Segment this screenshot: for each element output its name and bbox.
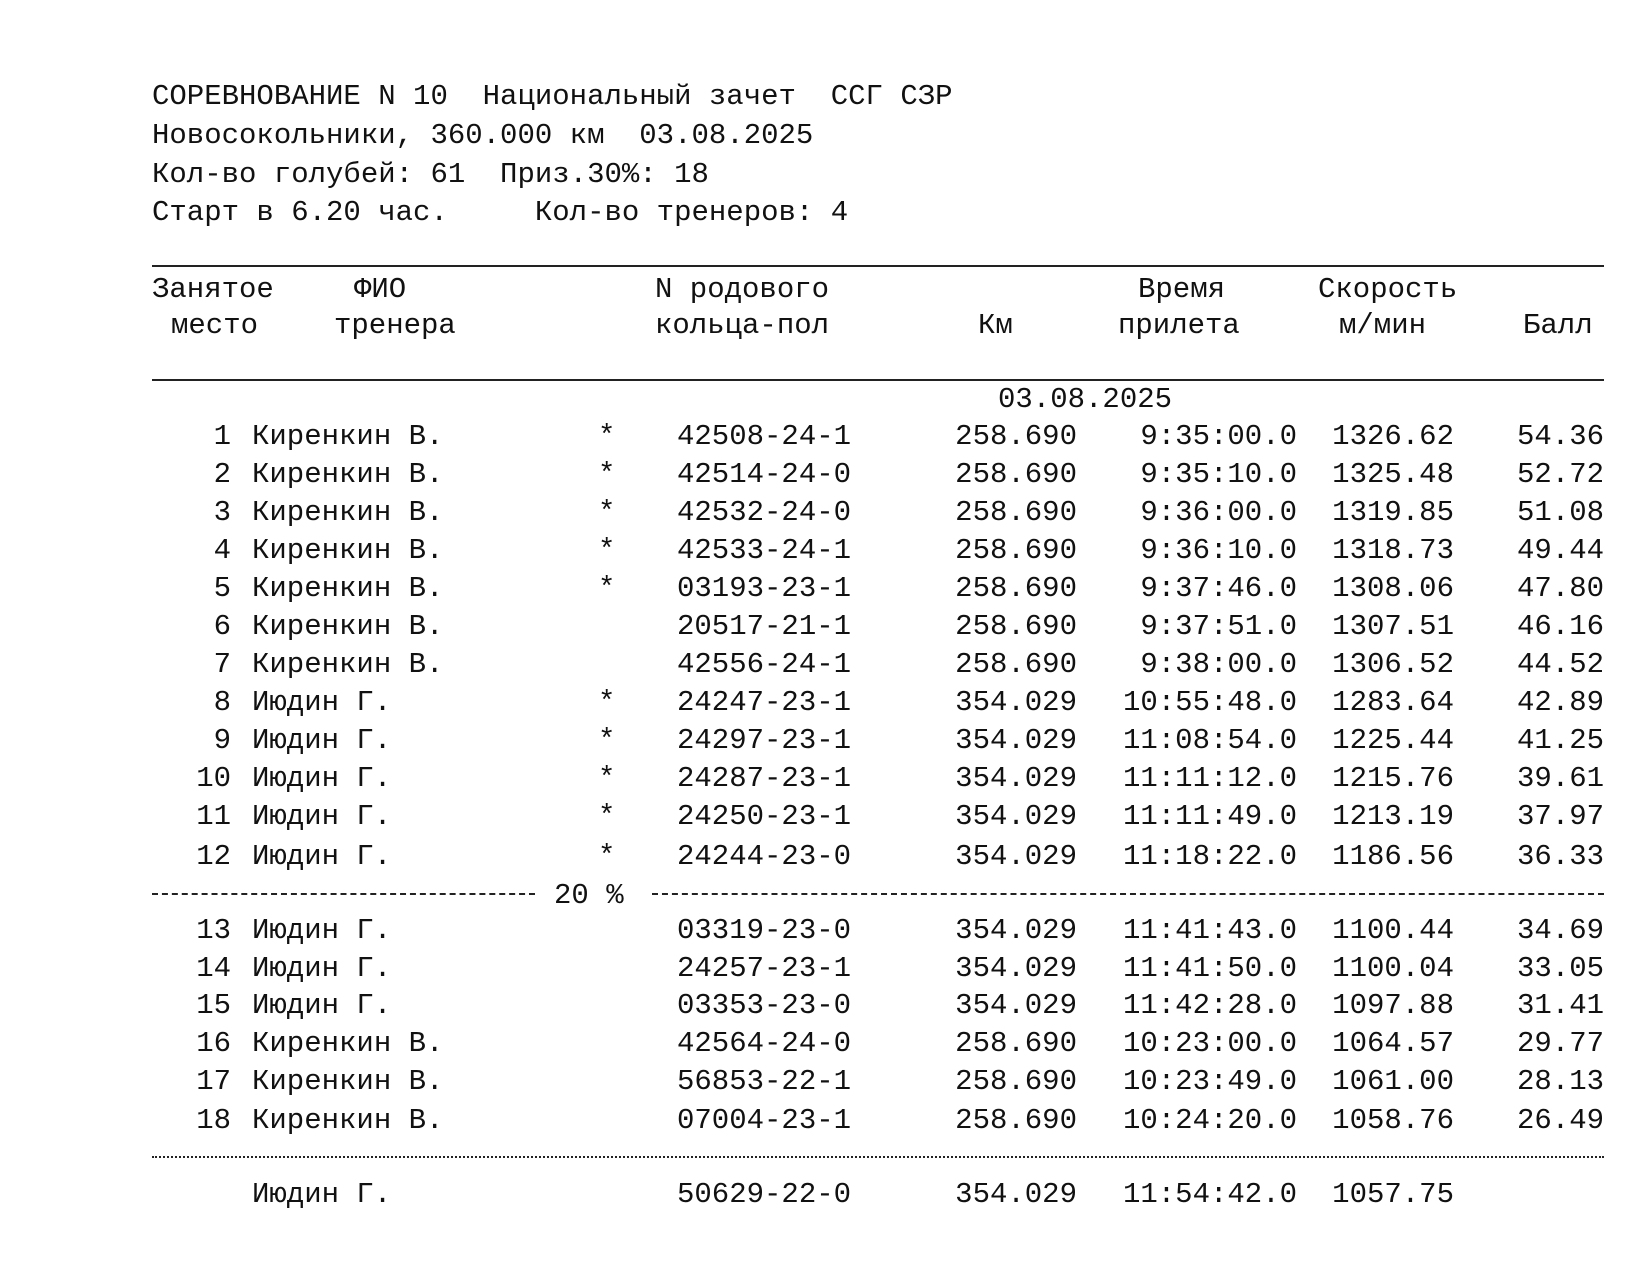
col-ring-label-1: N родового — [655, 273, 830, 306]
name-cell: Киренкин В. — [252, 1104, 444, 1137]
time-cell: 10:55:48.0 — [1122, 686, 1297, 719]
table-row — [0, 498, 1638, 534]
table-row — [0, 1029, 1638, 1065]
place-cell: 4 — [213, 534, 231, 567]
speed-cell: 1319.85 — [1332, 496, 1454, 529]
col-time-label-1: Время — [1138, 273, 1226, 306]
col-name-label-1: ФИО — [354, 273, 407, 306]
score-cell: 47.80 — [1516, 572, 1604, 605]
time-cell: 9:35:10.0 — [1140, 458, 1297, 491]
ring-cell: 42508-24-1 — [677, 420, 852, 453]
name-cell: Киренкин В. — [252, 420, 444, 453]
speed-cell: 1186.56 — [1332, 840, 1454, 873]
table-row — [0, 422, 1638, 458]
name-cell: Июдин Г. — [252, 686, 392, 719]
name-cell: Киренкин В. — [252, 496, 444, 529]
table-row — [0, 612, 1638, 648]
table-row — [0, 916, 1638, 952]
table-row — [0, 1180, 1638, 1216]
time-cell: 11:18:22.0 — [1122, 840, 1297, 873]
score-cell: 46.16 — [1516, 610, 1604, 643]
ring-cell: 24247-23-1 — [677, 686, 852, 719]
speed-cell: 1061.00 — [1332, 1065, 1454, 1098]
ring-cell: 56853-22-1 — [677, 1065, 852, 1098]
table-row — [0, 460, 1638, 496]
score-cell: 54.36 — [1516, 420, 1604, 453]
table-row — [0, 536, 1638, 572]
ring-cell: 24244-23-0 — [677, 840, 852, 873]
name-cell: Июдин Г. — [252, 952, 392, 985]
km-cell: 258.690 — [955, 534, 1077, 567]
speed-cell: 1318.73 — [1332, 534, 1454, 567]
separator-dash-left — [152, 893, 535, 895]
score-cell: 37.97 — [1516, 800, 1604, 833]
separator-dash-right — [652, 893, 1604, 895]
name-cell: Июдин Г. — [252, 989, 392, 1022]
name-cell: Киренкин В. — [252, 458, 444, 491]
km-cell: 354.029 — [955, 800, 1077, 833]
name-cell: Июдин Г. — [252, 914, 392, 947]
speed-cell: 1058.76 — [1332, 1104, 1454, 1137]
score-cell: 52.72 — [1516, 458, 1604, 491]
ring-cell: 24250-23-1 — [677, 800, 852, 833]
name-cell: Киренкин В. — [252, 1065, 444, 1098]
ring-cell: 03193-23-1 — [677, 572, 852, 605]
ring-cell: 24287-23-1 — [677, 762, 852, 795]
time-cell: 10:24:20.0 — [1122, 1104, 1297, 1137]
place-cell: 9 — [213, 724, 231, 757]
ring-cell: 42556-24-1 — [677, 648, 852, 681]
time-cell: 11:11:49.0 — [1122, 800, 1297, 833]
star-cell: * — [598, 686, 616, 719]
place-cell: 2 — [213, 458, 231, 491]
ring-cell: 42514-24-0 — [677, 458, 852, 491]
name-cell: Июдин Г. — [252, 762, 392, 795]
name-cell: Июдин Г. — [252, 840, 392, 873]
ring-cell: 20517-21-1 — [677, 610, 852, 643]
score-cell: 28.13 — [1516, 1065, 1604, 1098]
table-row — [0, 842, 1638, 878]
time-cell: 10:23:49.0 — [1122, 1065, 1297, 1098]
time-cell: 9:36:00.0 — [1140, 496, 1297, 529]
star-cell: * — [598, 724, 616, 757]
star-cell: * — [598, 458, 616, 491]
score-cell: 41.25 — [1516, 724, 1604, 757]
name-cell: Июдин Г. — [252, 1178, 392, 1211]
name-cell: Киренкин В. — [252, 1027, 444, 1060]
star-cell: * — [598, 572, 616, 605]
place-cell: 15 — [196, 989, 231, 1022]
ring-cell: 24297-23-1 — [677, 724, 852, 757]
time-cell: 11:42:28.0 — [1122, 989, 1297, 1022]
km-cell: 258.690 — [955, 458, 1077, 491]
name-cell: Июдин Г. — [252, 724, 392, 757]
star-cell: * — [598, 840, 616, 873]
time-cell: 11:11:12.0 — [1122, 762, 1297, 795]
col-place-label-1: Занятое — [152, 273, 274, 306]
speed-cell: 1213.19 — [1332, 800, 1454, 833]
col-speed-label-1: Скорость — [1318, 273, 1458, 306]
table-row — [0, 688, 1638, 724]
speed-cell: 1100.04 — [1332, 952, 1454, 985]
place-cell: 16 — [196, 1027, 231, 1060]
place-cell: 3 — [213, 496, 231, 529]
km-cell: 354.029 — [955, 840, 1077, 873]
score-cell: 42.89 — [1516, 686, 1604, 719]
time-cell: 11:08:54.0 — [1122, 724, 1297, 757]
time-cell: 11:54:42.0 — [1122, 1178, 1297, 1211]
km-cell: 354.029 — [955, 914, 1077, 947]
table-row — [0, 650, 1638, 686]
name-cell: Июдин Г. — [252, 800, 392, 833]
speed-cell: 1308.06 — [1332, 572, 1454, 605]
place-cell: 7 — [213, 648, 231, 681]
km-cell: 354.029 — [955, 762, 1077, 795]
time-cell: 11:41:43.0 — [1122, 914, 1297, 947]
score-cell: 34.69 — [1516, 914, 1604, 947]
speed-cell: 1307.51 — [1332, 610, 1454, 643]
km-cell: 258.690 — [955, 496, 1077, 529]
ring-cell: 24257-23-1 — [677, 952, 852, 985]
score-cell: 33.05 — [1516, 952, 1604, 985]
time-cell: 9:37:51.0 — [1140, 610, 1297, 643]
speed-cell: 1064.57 — [1332, 1027, 1454, 1060]
pigeon-count-prize: Кол-во голубей: 61 Приз.30%: 18 — [152, 158, 709, 191]
col-score-label: Балл — [1523, 309, 1593, 342]
ring-cell: 03353-23-0 — [677, 989, 852, 1022]
race-location-distance-date: Новосокольники, 360.000 км 03.08.2025 — [152, 119, 814, 152]
col-speed-label-2: м/мин — [1339, 309, 1427, 342]
table-row — [0, 764, 1638, 800]
col-name-label-2: тренера — [334, 309, 456, 342]
speed-cell: 1097.88 — [1332, 989, 1454, 1022]
km-cell: 354.029 — [955, 724, 1077, 757]
ring-cell: 42533-24-1 — [677, 534, 852, 567]
name-cell: Киренкин В. — [252, 610, 444, 643]
ring-cell: 03319-23-0 — [677, 914, 852, 947]
table-row — [0, 1106, 1638, 1142]
score-cell: 44.52 — [1516, 648, 1604, 681]
place-cell: 13 — [196, 914, 231, 947]
speed-cell: 1057.75 — [1332, 1178, 1454, 1211]
col-place-label-2: место — [171, 309, 259, 342]
place-cell: 14 — [196, 952, 231, 985]
place-cell: 6 — [213, 610, 231, 643]
km-cell: 258.690 — [955, 1065, 1077, 1098]
score-cell: 39.61 — [1516, 762, 1604, 795]
km-cell: 354.029 — [955, 952, 1077, 985]
separator-label: 20 % — [554, 879, 624, 912]
km-cell: 258.690 — [955, 420, 1077, 453]
speed-cell: 1215.76 — [1332, 762, 1454, 795]
km-cell: 354.029 — [955, 989, 1077, 1022]
place-cell: 18 — [196, 1104, 231, 1137]
score-cell: 36.33 — [1516, 840, 1604, 873]
score-cell: 29.77 — [1516, 1027, 1604, 1060]
table-row — [0, 954, 1638, 990]
place-cell: 11 — [196, 800, 231, 833]
table-row — [0, 1067, 1638, 1103]
km-cell: 258.690 — [955, 648, 1077, 681]
time-cell: 9:35:00.0 — [1140, 420, 1297, 453]
score-cell: 26.49 — [1516, 1104, 1604, 1137]
col-time-label-2: прилета — [1118, 309, 1240, 342]
speed-cell: 1325.48 — [1332, 458, 1454, 491]
speed-cell: 1283.64 — [1332, 686, 1454, 719]
km-cell: 258.690 — [955, 572, 1077, 605]
score-cell: 51.08 — [1516, 496, 1604, 529]
km-cell: 258.690 — [955, 1104, 1077, 1137]
bottom-separator — [152, 1156, 1604, 1158]
name-cell: Киренкин В. — [252, 572, 444, 605]
ring-cell: 07004-23-1 — [677, 1104, 852, 1137]
ring-cell: 42532-24-0 — [677, 496, 852, 529]
star-cell: * — [598, 800, 616, 833]
star-cell: * — [598, 420, 616, 453]
star-cell: * — [598, 762, 616, 795]
col-ring-label-2: кольца-пол — [655, 309, 830, 342]
place-cell: 12 — [196, 840, 231, 873]
place-cell: 1 — [213, 420, 231, 453]
speed-cell: 1326.62 — [1332, 420, 1454, 453]
table-row — [0, 802, 1638, 838]
time-cell: 11:41:50.0 — [1122, 952, 1297, 985]
place-cell: 17 — [196, 1065, 231, 1098]
place-cell: 8 — [213, 686, 231, 719]
ring-cell: 42564-24-0 — [677, 1027, 852, 1060]
speed-cell: 1306.52 — [1332, 648, 1454, 681]
place-cell: 5 — [213, 572, 231, 605]
place-cell: 10 — [196, 762, 231, 795]
speed-cell: 1100.44 — [1332, 914, 1454, 947]
star-cell: * — [598, 496, 616, 529]
name-cell: Киренкин В. — [252, 648, 444, 681]
name-cell: Киренкин В. — [252, 534, 444, 567]
ring-cell: 50629-22-0 — [677, 1178, 852, 1211]
star-cell: * — [598, 534, 616, 567]
col-km-label: Км — [978, 309, 1013, 342]
table-row — [0, 726, 1638, 762]
time-cell: 10:23:00.0 — [1122, 1027, 1297, 1060]
start-time-trainer-count: Старт в 6.20 час. Кол-во тренеров: 4 — [152, 196, 849, 229]
top-rule — [152, 265, 1604, 267]
table-row — [0, 574, 1638, 610]
time-cell: 9:38:00.0 — [1140, 648, 1297, 681]
competition-title: СОРЕВНОВАНИЕ N 10 Национальный зачет ССГ СЗР — [152, 80, 953, 113]
time-cell: 9:36:10.0 — [1140, 534, 1297, 567]
km-cell: 354.029 — [955, 686, 1077, 719]
date-group-label: 03.08.2025 — [998, 383, 1173, 416]
speed-cell: 1225.44 — [1332, 724, 1454, 757]
header-bottom-rule — [152, 379, 1604, 381]
score-cell: 49.44 — [1516, 534, 1604, 567]
km-cell: 258.690 — [955, 610, 1077, 643]
km-cell: 354.029 — [955, 1178, 1077, 1211]
km-cell: 258.690 — [955, 1027, 1077, 1060]
table-row — [0, 991, 1638, 1027]
time-cell: 9:37:46.0 — [1140, 572, 1297, 605]
score-cell: 31.41 — [1516, 989, 1604, 1022]
